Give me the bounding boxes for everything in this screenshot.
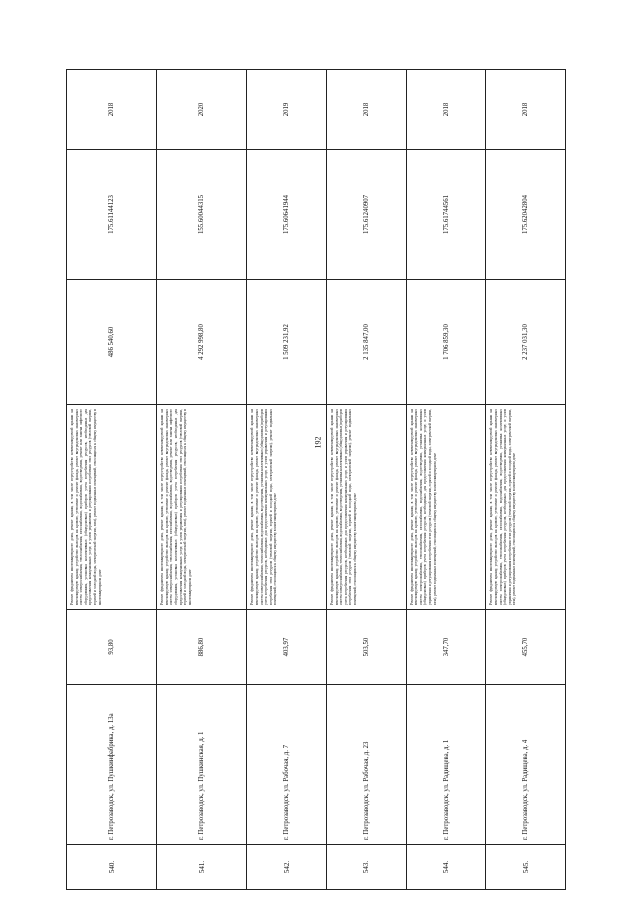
- row-number: 543.: [327, 845, 407, 890]
- code: 175.61144123: [67, 150, 157, 280]
- address: г. Петрозаводск, ул. Радищева, д. 1: [406, 685, 486, 845]
- year: 2020: [157, 70, 247, 150]
- cost: 1 509 231,92: [247, 280, 327, 405]
- table-row: [67, 70, 157, 890]
- address: г. Петрозаводск, ул. Пушкинфабрика, д. 13а: [67, 685, 157, 845]
- row-number: 544.: [406, 845, 486, 890]
- year: 2018: [406, 70, 486, 150]
- rotated-table-wrapper: [66, 70, 566, 890]
- area: 403,97: [247, 610, 327, 685]
- works-description: Ремонт фундамента многоквартирного дома, ремонт крыши, в том числе переустройство невентилируемой крыши на вентилируемую крышу, устройство выходов на кровлю, утепление и ремонт фасада, ремонт внутридомовых инженерных систем электроснабжения, теплоснабжения, газоснабжения, водоснабжения, водоотведения, установка коллективных (общедомовых) приборов учета потребления ресурсов, необходимых для предоставления коммунальных услуг, и узлов управления и регулирования потребления этих ресурсов (тепловой энергии, горячей и холодной воды, электрической энергии, газа), ремонт подвальных помещений, относящихся к общему имуществу в многоквартирном доме: [486, 405, 566, 610]
- code: 175.61744561: [406, 150, 486, 280]
- row-number: 542.: [247, 845, 327, 890]
- page-number: 192: [313, 436, 323, 449]
- code: 175.60641944: [247, 150, 327, 280]
- code: 155.60044315: [157, 150, 247, 280]
- row-number: 545.: [486, 845, 566, 890]
- works-description: Ремонт фундамента многоквартирного дома, ремонт крыши, в том числе переустройство невентилируемой крыши на вентилируемую крышу, устройство выходов на кровлю, утепление и ремонт фасада, ремонт внутридомовых инженерных систем электроснабжения, теплоснабжения, водоснабжения, водоотведения, установка коллективных (общедомовых) приборов учета потребления ресурсов, необходимых для предоставления коммунальных услуг, и узлов управления и регулирования потребления этих ресурсов (тепловой энергии, горячей и холодной воды, электрической энергии), ремонт подвальных помещений, относящихся к общему имуществу в многоквартирном доме: [247, 405, 327, 610]
- area: 886,80: [157, 610, 247, 685]
- year: 2018: [486, 70, 566, 150]
- row-number: 541.: [157, 845, 247, 890]
- year: 2018: [327, 70, 407, 150]
- cost: 486 540,60: [67, 280, 157, 405]
- cost: 2 237 031,30: [486, 280, 566, 405]
- works-description: Ремонт фундамента многоквартирного дома, ремонт крыши, в том числе переустройство невентилируемой крыши на вентилируемую крышу, устройство выходов на кровлю, утепление и ремонт фасада, ремонт внутридомовых инженерных систем электроснабжения, теплоснабжения, газоснабжения, водоснабжения, водоотведения, ремонт или замена лифтового оборудования, установка коллективных (общедомовых) приборов учета потребления ресурсов, необходимых для предоставления коммунальных услуг, и узлов управления и регулирования потребления этих ресурсов (тепловой энергии, горячей и холодной воды, электрической энергии, газа), ремонт подвальных помещений, относящихся к общему имуществу в многоквартирном доме: [67, 405, 157, 610]
- area: 503,50: [327, 610, 407, 685]
- table-row: [327, 70, 407, 890]
- address: г. Петрозаводск, ул. Радищева, д. 4: [486, 685, 566, 845]
- works-description: Ремонт фундамента многоквартирного дома, ремонт крыши, в том числе переустройство невентилируемой крыши на вентилируемую крышу, устройство выходов на кровлю, утепление и ремонт фасада, ремонт внутридомовых инженерных систем электроснабжения, теплоснабжения, водоснабжения, водоотведения, установка коллективных (общедомовых) приборов учета потребления ресурсов, необходимых для предоставления коммунальных услуг, и узлов управления и регулирования потребления этих ресурсов (тепловой энергии, горячей и холодной воды, электрической энергии), ремонт подвальных помещений, относящихся к общему имуществу в многоквартирном доме: [327, 405, 407, 610]
- address: г. Петрозаводск, ул. Рабочая, д. 7: [247, 685, 327, 845]
- year: 2019: [247, 70, 327, 150]
- code: 175.62042804: [486, 150, 566, 280]
- address: г. Петрозаводск, ул. Рабочая, д. 23: [327, 685, 407, 845]
- address: г. Петрозаводск, ул. Пушкинская, д. 1: [157, 685, 247, 845]
- table-row: [486, 70, 566, 890]
- works-description: Ремонт фундамента многоквартирного дома, ремонт крыши, в том числе переустройство невентилируемой крыши на вентилируемую крышу, устройство выходов на кровлю, утепление и ремонт фасада, ремонт внутридомовых инженерных систем электроснабжения, теплоснабжения, газоснабжения, водоснабжения, водоотведения, установка коллективных (общедомовых) приборов учета потребления ресурсов, необходимых для предоставления коммунальных услуг, и узлов управления и регулирования потребления этих ресурсов (тепловой энергии, горячей и холодной воды, электрической энергии, газа), ремонт подвальных помещений, относящихся к общему имуществу в многоквартирном доме: [406, 405, 486, 610]
- cost: 1 706 859,30: [406, 280, 486, 405]
- row-number: 540.: [67, 845, 157, 890]
- year: 2018: [67, 70, 157, 150]
- cost: 2 135 847,00: [327, 280, 407, 405]
- area: 347,70: [406, 610, 486, 685]
- cost: 4 292 998,80: [157, 280, 247, 405]
- records-table: [66, 69, 566, 890]
- area: 93,80: [67, 610, 157, 685]
- works-description: Ремонт фундамента многоквартирного дома, ремонт крыши, в том числе переустройство невентилируемой крыши на вентилируемую крышу, устройство выходов на кровлю, утепление и ремонт фасада, ремонт внутридомовых инженерных систем электроснабжения, теплоснабжения, газоснабжения, водоснабжения, водоотведения, ремонт или замена лифтового оборудования, установка коллективных (общедомовых) приборов учета потребления ресурсов, необходимых для предоставления коммунальных услуг, и узлов управления и регулирования потребления этих ресурсов (тепловой энергии, горячей и холодной воды, электрической энергии, газа), ремонт подвальных помещений, относящихся к общему имуществу в многоквартирном доме: [157, 405, 247, 610]
- table-row: [157, 70, 247, 890]
- code: 175.61240907: [327, 150, 407, 280]
- table-row: [247, 70, 327, 890]
- table-row: [406, 70, 486, 890]
- area: 455,70: [486, 610, 566, 685]
